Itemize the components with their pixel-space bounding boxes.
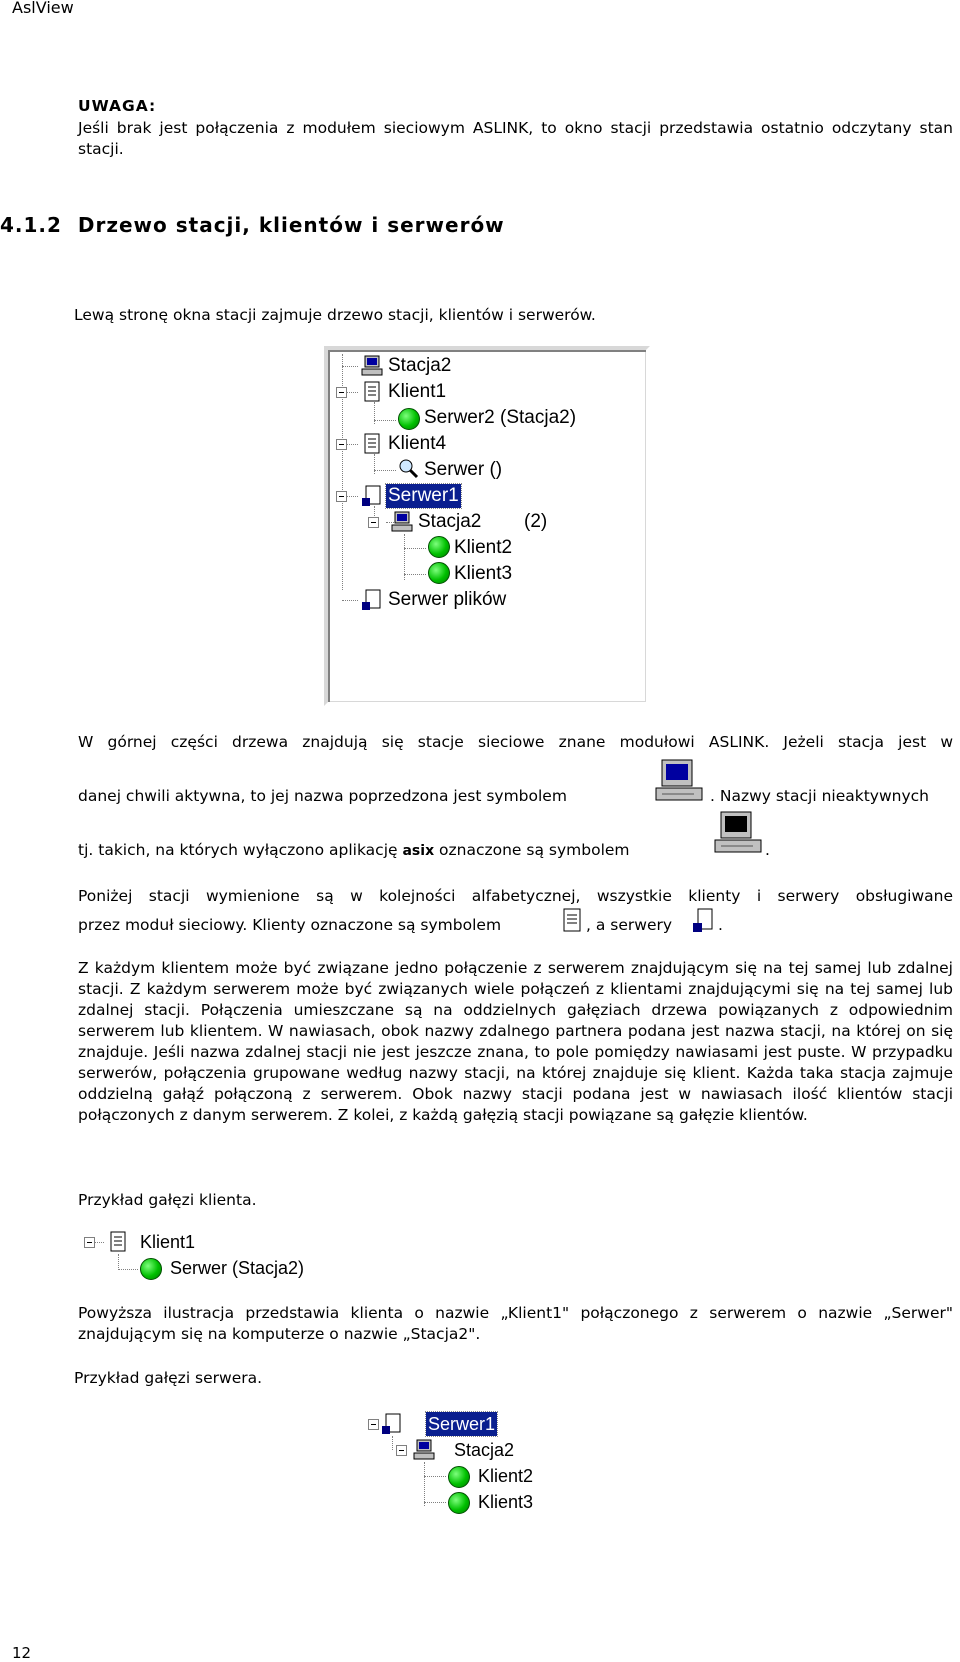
section-number: 4.1.2 [0,213,62,237]
note-text: Jeśli brak jest połączenia z modułem sieciowym ASLINK, to okno stacji przedstawia ostatnio odczytany stan stacji. [78,119,953,158]
app-name-asix: asix [402,843,435,859]
para2-line2c: . [718,916,723,934]
tree-node-client[interactable]: Klient1 [140,1232,196,1252]
para1-line3b: oznaczone są symbolem [439,841,630,859]
para1-line2 [78,786,567,807]
tree-node-server-selected[interactable]: Serwer1 [428,1414,496,1434]
tree-node-station[interactable]: Stacja2 [454,1440,515,1460]
page-number: 12 [12,1644,32,1662]
para1-line3a: tj. takich, na których wyłączono aplikację [78,841,398,859]
client-icon [360,380,384,404]
server-symbol-icon [690,907,716,935]
tree-node-station[interactable]: Stacja2 [388,355,452,376]
collapse-toggle-icon[interactable] [396,1445,407,1456]
app-title: AslView [12,0,74,17]
para1-line2b: . Nazwy stacji nieaktywnych [710,787,929,805]
client-example-description: Powyższa ilustracja przedstawia klienta o nazwie „Klient1" połączonego z serwerem o nazwie „Serwer" znajdującym się na komputerze o nazwie „Stacja2". [78,1304,953,1343]
server-icon [360,484,384,508]
search-pending-icon [398,458,420,480]
section-title: Drzewo stacji, klientów i serwerów [77,213,505,237]
collapse-toggle-icon[interactable] [368,517,379,528]
tree-node-client[interactable]: Klient3 [478,1492,534,1512]
connection-icon [428,562,450,584]
para2-line1: Poniżej stacji wymienione są w kolejności alfabetycznej, wszystkie klienty i serwery obsługiwane [78,887,953,905]
inactive-station-symbol-icon [713,810,765,856]
collapse-toggle-icon[interactable] [336,491,347,502]
tree-node-client-count: (2) [524,511,548,532]
tree-node-client[interactable]: Klient1 [388,381,447,402]
tree-node-server[interactable]: Serwer plików [388,589,507,610]
client-icon [106,1230,130,1254]
para1-line3 [78,840,630,862]
active-station-icon [390,510,414,534]
tree-node-station[interactable]: Stacja2 [418,511,482,532]
collapse-toggle-icon[interactable] [336,439,347,450]
active-station-icon [412,1438,436,1462]
para1-line1: W górnej części drzewa znajdują się stacje sieciowe znane modułowi ASLINK. Jeżeli stacja jest w [78,733,953,751]
note-label: UWAGA: [78,97,157,115]
server-branch-example [366,1410,566,1522]
connection-icon [448,1492,470,1514]
tree-node-client[interactable]: Klient4 [388,433,447,454]
active-station-icon [360,354,384,378]
tree-node-client[interactable]: Klient3 [454,563,513,584]
tree-node-client[interactable]: Klient2 [454,537,513,558]
intro-text: Lewą stronę okna stacji zajmuje drzewo stacji, klientów i serwerów. [74,306,596,324]
para2-line2b: , a serwery [586,916,673,934]
tree-node-client[interactable]: Klient2 [478,1466,534,1486]
tree-node-connection[interactable]: Serwer () [424,459,503,480]
station-tree-panel [324,346,650,706]
collapse-toggle-icon[interactable] [336,387,347,398]
active-station-symbol-icon [654,758,706,804]
tree-node-connection[interactable]: Serwer (Stacja2) [170,1258,305,1278]
connection-icon [398,408,420,430]
para1-line2a: danej chwili aktywna, to jej nazwa poprzedzona jest symbolem [78,787,567,805]
connection-icon [140,1258,162,1280]
collapse-toggle-icon[interactable] [368,1419,379,1430]
client-icon [360,432,384,456]
section-heading [0,213,505,237]
client-example-caption: Przykład gałęzi klienta. [78,1191,257,1209]
tree-node-server-selected[interactable]: Serwer1 [388,485,459,506]
server-example-caption: Przykład gałęzi serwera. [74,1369,263,1387]
tree-node-connection[interactable]: Serwer2 (Stacja2) [424,407,577,428]
client-branch-example [82,1228,322,1284]
para3-text: Z każdym klientem może być związane jedno połączenie z serwerem znajdującym się na tej samej lub zdalnej stacji. Z każdym serwerem może być związanych wiele połączeń z klientami znajdującymi się na tej samej lub zdalnej stacji. Połączenia umieszczane są na oddzielnych gałęziach drzewa powiązanych z odpowiednim serwerem lub klientem. W nawiasach, obok nazwy zdalnego partnera podana jest nazwa stacji, na której on się znajduje. Jeśli nazwa zdalnej stacji nie jest jeszcze znana, to pole pomiędzy nawiasami jest puste. W przypadku serwerów, połączenia grupowane według nazwy stacji, na której znajduje się klient. Każda taka stacja zajmuje oddzielną gałąź połączoną z serwerem. Obok nazwy stacji podana jest w nawiasach ilość klientów stacji połączonych z danym serwerem. Z kolei, z każdą gałęzią stacji powiązane są gałęzie klientów. [78,959,953,1124]
para2-line2a: przez moduł sieciowy. Klienty oznaczone są symbolem [78,916,502,934]
connection-icon [448,1466,470,1488]
server-icon [380,1412,404,1436]
server-icon [360,588,384,612]
connection-icon [428,536,450,558]
para1-line3c: . [765,841,770,859]
client-symbol-icon [560,907,584,935]
